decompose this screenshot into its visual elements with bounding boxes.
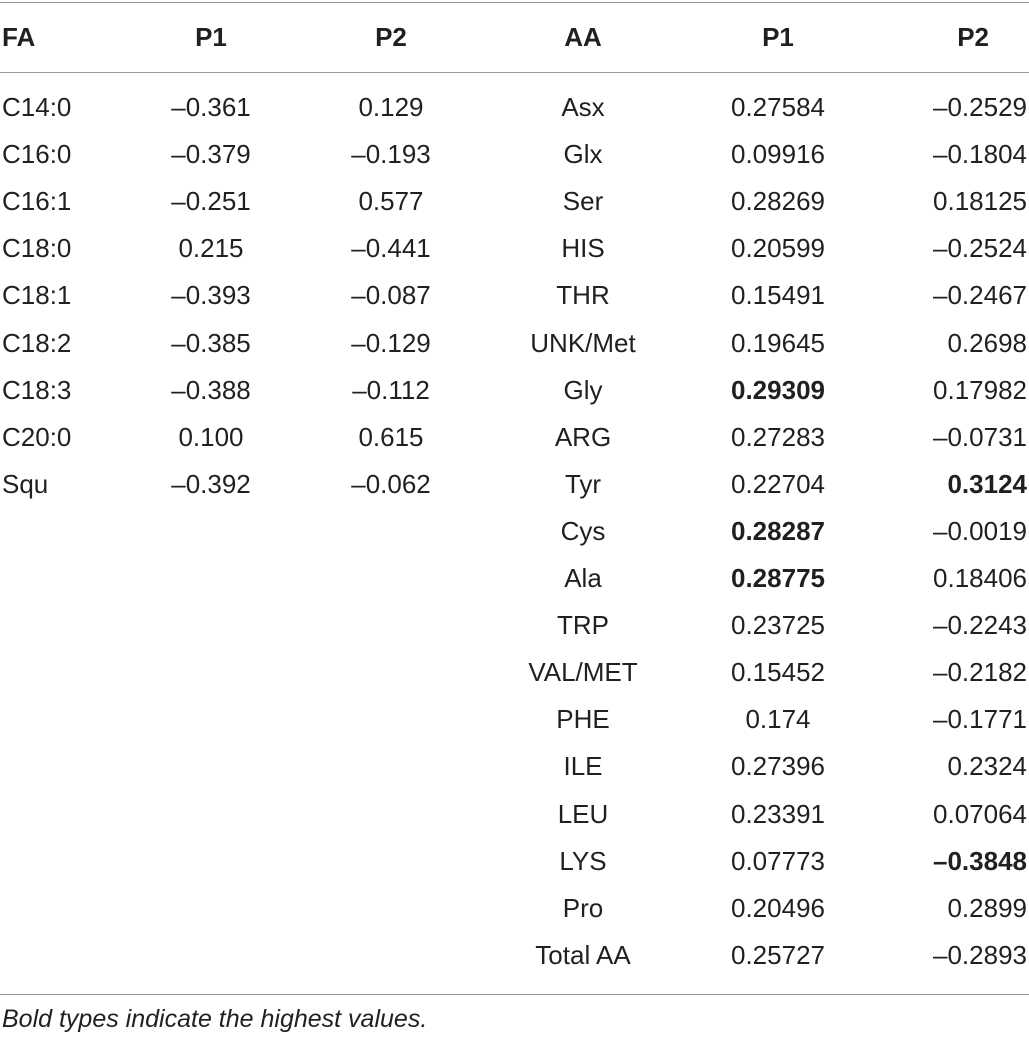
header-aa-p2: P2: [957, 22, 989, 52]
cell-aa-p1: 0.25727: [731, 939, 825, 970]
cell-fa-p2: 0.577: [358, 186, 424, 217]
cell-aa-p2: 0.18406: [933, 563, 1027, 593]
cell-aa: Ala: [564, 563, 602, 593]
header-fa: FA: [2, 22, 36, 52]
table-row: [0, 555, 1029, 602]
cell-fa-p2: [308, 743, 474, 790]
table-row: [0, 649, 1029, 696]
cell-aa-p2: –0.2893: [933, 939, 1027, 970]
cell-aa: VAL/MET: [528, 657, 638, 688]
cell-aa-p1: 0.28269: [731, 186, 825, 217]
cell-aa: Pro: [562, 892, 604, 923]
cell-aa: LEU: [557, 798, 609, 829]
cell-aa-p1: 0.15452: [731, 657, 825, 688]
cell-fa: C18:3: [2, 374, 72, 405]
cell-aa-p2: –0.2243: [933, 610, 1027, 641]
cell-fa-p2: [308, 602, 474, 649]
table-row: [0, 602, 1029, 649]
table-row: [0, 932, 1029, 979]
cell-fa-p1: –0.392: [171, 468, 251, 499]
cell-aa-p2: –0.1804: [933, 139, 1027, 170]
cell-aa-p1: 0.28775: [731, 563, 825, 593]
cell-aa-p2: 0.2899: [947, 892, 1027, 923]
table-footnote: Bold types indicate the highest values.: [2, 1005, 428, 1033]
cell-aa-p2: –0.2529: [933, 92, 1027, 122]
table-row: [0, 225, 1029, 272]
cell-fa-p1: 0.100: [178, 421, 244, 452]
cell-fa: Squ: [2, 468, 49, 499]
cell-aa-p2: 0.18125: [933, 186, 1027, 217]
cell-fa-p2: [308, 932, 474, 979]
cell-fa-p2: [308, 649, 474, 696]
cell-aa-p2: 0.07064: [933, 798, 1027, 829]
cell-aa: Cys: [560, 515, 606, 546]
table-row: [0, 696, 1029, 743]
cell-aa-p2: –0.1771: [933, 704, 1027, 735]
cell-aa-p1: 0.22704: [731, 468, 825, 499]
cell-fa: C14:0: [2, 92, 72, 122]
cell-aa-p1: 0.23391: [731, 798, 825, 829]
cell-fa-p2: –0.441: [351, 233, 431, 264]
table-row: [0, 414, 1029, 461]
cell-aa: Tyr: [564, 468, 602, 499]
cell-fa-p2: 0.129: [358, 92, 424, 122]
cell-fa-p1: 0.215: [178, 233, 244, 264]
cell-fa-p1: –0.385: [171, 327, 251, 358]
cell-fa-p2: –0.112: [352, 374, 430, 405]
cell-aa: THR: [556, 280, 610, 311]
cell-aa: TRP: [557, 610, 609, 641]
cell-fa-p2: [308, 838, 474, 885]
cell-fa: C18:2: [2, 327, 72, 358]
cell-aa: PHE: [556, 704, 610, 735]
cell-aa-p2: 0.3124: [947, 468, 1027, 499]
cell-fa-p1: [128, 932, 294, 979]
bottom-rule: [0, 994, 1029, 995]
cell-fa-p1: [128, 555, 294, 602]
cell-fa-p2: 0.615: [358, 421, 424, 452]
table-row: [0, 885, 1029, 932]
header-aa-p1: P1: [762, 22, 794, 52]
table-row: [0, 743, 1029, 790]
header-fa-p1: P1: [195, 22, 227, 52]
cell-aa-p1: 0.23725: [731, 610, 825, 641]
cell-fa: C16:0: [2, 139, 72, 170]
cell-aa-p2: –0.2524: [933, 233, 1027, 264]
cell-fa-p2: [308, 885, 474, 932]
cell-fa-p1: –0.251: [171, 186, 251, 217]
cell-aa: LYS: [559, 845, 607, 876]
table-row: [0, 272, 1029, 319]
cell-fa-p1: [128, 791, 294, 838]
cell-fa-p2: –0.193: [351, 139, 431, 170]
table-row: [0, 508, 1029, 555]
cell-aa-p1: 0.27584: [731, 92, 825, 122]
cell-aa-p2: 0.2324: [947, 751, 1027, 782]
cell-fa-p1: –0.393: [171, 280, 251, 311]
cell-aa-p1: 0.20496: [731, 892, 825, 923]
table-row: [0, 461, 1029, 508]
cell-fa-p1: [128, 885, 294, 932]
header-aa: AA: [564, 22, 602, 52]
header-rule: [0, 72, 1029, 73]
cell-fa-p1: [128, 696, 294, 743]
cell-fa: C16:1: [2, 186, 72, 217]
cell-aa: HIS: [561, 233, 605, 264]
cell-fa-p2: –0.062: [351, 468, 431, 499]
cell-aa-p1: 0.29309: [731, 374, 825, 405]
table-row: [0, 791, 1029, 838]
cell-fa-p2: –0.087: [351, 280, 431, 311]
cell-aa-p1: 0.27283: [731, 421, 825, 452]
cell-fa: C18:0: [2, 233, 72, 264]
cell-aa: ILE: [563, 751, 603, 782]
table-row: [0, 178, 1029, 225]
header-row: [0, 14, 1029, 61]
cell-aa-p1: 0.28287: [731, 515, 825, 546]
cell-aa-p2: –0.0019: [933, 515, 1027, 546]
cell-fa: C18:1: [2, 280, 72, 311]
table-row: [0, 838, 1029, 885]
cell-aa-p1: 0.09916: [731, 139, 825, 170]
header-fa-p2: P2: [375, 22, 407, 52]
cell-fa-p1: [128, 649, 294, 696]
cell-aa-p1: 0.27396: [731, 751, 825, 782]
table-row: [0, 320, 1029, 367]
cell-aa-p1: 0.07773: [731, 845, 825, 876]
cell-aa-p2: –0.2182: [933, 657, 1027, 688]
table-row: [0, 131, 1029, 178]
cell-fa-p1: –0.379: [171, 139, 251, 170]
cell-fa-p1: [128, 838, 294, 885]
cell-aa-p1: 0.20599: [731, 233, 825, 264]
cell-aa-p2: –0.0731: [933, 421, 1027, 452]
cell-fa-p1: [128, 743, 294, 790]
table-row: [0, 84, 1029, 131]
cell-aa: Ser: [562, 186, 604, 217]
cell-fa-p2: –0.129: [351, 327, 431, 358]
cell-aa-p2: 0.17982: [933, 374, 1027, 405]
cell-fa-p2: [308, 508, 474, 555]
cell-aa-p2: –0.3848: [933, 845, 1027, 876]
cell-aa: Total AA: [535, 939, 631, 970]
cell-aa-p2: –0.2467: [933, 280, 1027, 311]
cell-fa-p1: –0.388: [171, 374, 251, 405]
cell-aa-p1: 0.174: [745, 704, 811, 735]
cell-aa: Asx: [561, 92, 605, 122]
cell-fa-p1: [128, 508, 294, 555]
cell-aa: UNK/Met: [530, 327, 636, 358]
cell-aa-p1: 0.15491: [731, 280, 825, 311]
cell-aa-p2: 0.2698: [947, 327, 1027, 358]
cell-fa-p2: [308, 696, 474, 743]
cell-aa: Gly: [563, 374, 603, 405]
cell-fa-p2: [308, 791, 474, 838]
cell-aa: ARG: [554, 421, 612, 452]
cell-fa-p1: –0.361: [171, 92, 251, 122]
cell-fa-p1: [128, 602, 294, 649]
cell-aa: Glx: [563, 139, 603, 170]
cell-fa: C20:0: [2, 421, 72, 452]
top-rule: [0, 2, 1029, 3]
table-row: [0, 367, 1029, 414]
cell-fa-p2: [308, 555, 474, 602]
cell-aa-p1: 0.19645: [731, 327, 825, 358]
